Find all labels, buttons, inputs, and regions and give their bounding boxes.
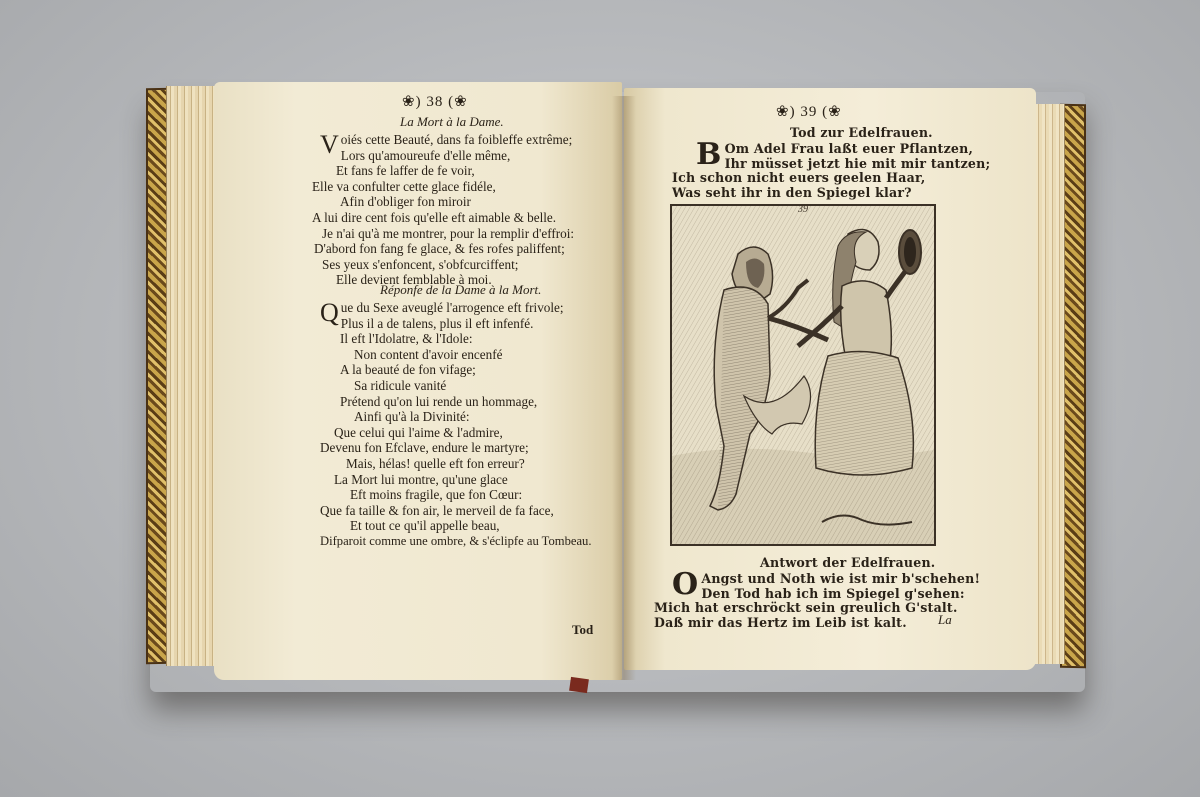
left-page <box>214 82 622 680</box>
poem-line: Sa ridicule vanité <box>354 377 447 393</box>
poem-line: Plus il a de talens, plus il eft infenfé. <box>340 315 534 331</box>
ornament-icon: (❀ <box>822 104 842 120</box>
engraving-death-and-lady <box>670 204 936 546</box>
poem-line: oiés cette Beauté, dans fa foibleffe extrême; <box>340 132 573 147</box>
poem-line: Elle va confulter cette glace fidéle, <box>312 178 496 194</box>
engraving-illustration <box>672 206 934 544</box>
death-to-lady-poem <box>312 130 575 288</box>
left-catchword: Tod <box>572 622 594 637</box>
poem-line: A lui dire cent fois qu'elle eft aimable & belle. <box>312 209 557 225</box>
verse-line: Daß mir das Hertz im Leib ist kalt. <box>654 614 907 630</box>
ornament-icon: ❀) <box>776 104 796 120</box>
poem-line: Que celui qui l'aime & l'admire, <box>334 424 503 440</box>
left-page-number: 38 <box>426 94 444 110</box>
verse-line: Mich hat erschröckt sein greulich G'stalt. <box>654 600 958 615</box>
poem-line: Et fans fe laffer de fe voir, <box>336 163 475 179</box>
ornament-icon: ❀) <box>402 94 422 110</box>
right-catchword: La <box>938 612 952 627</box>
drop-cap: Q <box>320 298 339 327</box>
poem-line: Mais, hélas! quelle eft fon erreur? <box>346 455 525 471</box>
poem-line: La Mort lui montre, qu'une glace <box>334 471 508 487</box>
left-heading-reply: Réponfe de la Dame à la Mort. <box>380 282 542 297</box>
verse-line: Ich schon nicht euers geelen Haar, <box>672 170 926 185</box>
poem-line: Ainfi qu'à la Divinité: <box>354 409 470 425</box>
poem-line: Afin d'obliger fon miroir <box>340 194 471 210</box>
poem-line: Eft moins fragile, que fon Cœur: <box>350 487 523 503</box>
right-page-number: 39 <box>800 104 818 120</box>
poem-line: ue du Sexe aveuglé l'arrogence eft frivole; <box>340 300 564 315</box>
poem-line: Difparoit comme une ombre, & s'éclipfe au Tombeau. <box>320 533 592 548</box>
drop-cap: O <box>672 567 699 602</box>
death-to-noblewoman-verse <box>672 137 991 200</box>
plate-number: 39 <box>798 204 808 215</box>
left-heading: La Mort à la Dame. <box>400 114 504 129</box>
drop-cap: V <box>320 130 339 159</box>
poem-line: Prétend qu'on lui rende un hommage, <box>340 393 538 409</box>
verse-line: Om Adel Frau laßt euer Pflantzen, <box>724 141 974 156</box>
poem-line: Ses yeux s'enfoncent, s'obfcurciffent; <box>322 256 519 272</box>
poem-line: Je n'ai qu'à me montrer, pour la remplir d'effroi: <box>322 225 575 241</box>
bookmark-ribbon <box>569 677 589 693</box>
poem-line: Elle devient femblable à moi. <box>336 272 492 288</box>
right-page-number-line <box>776 102 842 121</box>
left-page-number-line <box>402 92 468 111</box>
poem-line: Il eft l'Idolatre, & l'Idole: <box>340 331 473 347</box>
poem-line: Devenu fon Efclave, endure le martyre; <box>320 440 529 456</box>
poem-line: Que fa taille & fon air, le merveil de fa face, <box>320 502 554 518</box>
ornament-icon: (❀ <box>448 94 468 110</box>
right-heading: Tod zur Edelfrauen. <box>790 125 933 140</box>
poem-line: A la beauté de fon vifage; <box>340 362 476 378</box>
noblewoman-reply-verse <box>654 567 981 630</box>
drop-cap: B <box>696 137 722 172</box>
verse-line: Was seht ihr in den Spiegel klar? <box>672 184 912 200</box>
right-heading-reply: Antwort der Edelfrauen. <box>760 555 936 570</box>
verse-line: Ihr müsset jetzt hie mit mir tantzen; <box>724 155 991 171</box>
verse-line: Angst und Noth wie ist mir b'schehen! <box>701 571 981 586</box>
poem-line: Lors qu'amoureufe d'elle même, <box>340 147 511 163</box>
verse-line: Den Tod hab ich im Spiegel g'sehen: <box>701 585 965 601</box>
poem-line: Et tout ce qu'il appelle beau, <box>350 518 500 534</box>
poem-line: Non content d'avoir encenfé <box>354 346 503 362</box>
book-gutter <box>612 96 636 680</box>
poem-line: D'abord fon fang fe glace, & fes rofes paliffent; <box>314 241 565 257</box>
lady-reply-poem <box>320 300 592 550</box>
